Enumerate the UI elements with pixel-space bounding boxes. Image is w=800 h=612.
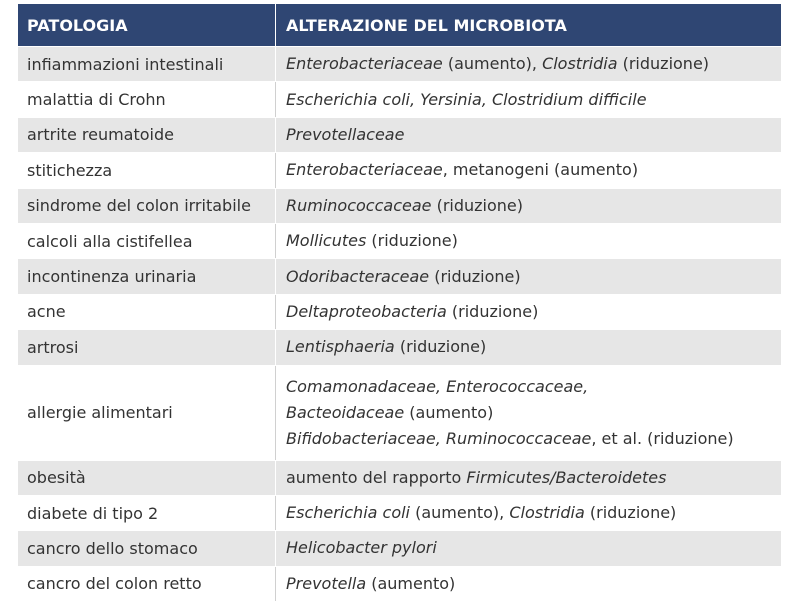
taxon-name: Enterobacteriaceae (286, 160, 443, 180)
taxon-name: Helicobacter pylori (286, 538, 437, 558)
pathology-cell: stitichezza (18, 153, 276, 187)
table-row (18, 294, 781, 329)
taxon-name: Mollicutes (286, 231, 367, 251)
table-row (18, 46, 781, 81)
alteration-line (286, 465, 781, 491)
note-text: (riduzione) (431, 195, 524, 215)
pathology-cell: sindrome del colon irritabile (18, 189, 276, 223)
table-row (18, 495, 781, 530)
pathology-cell: allergie alimentari (18, 366, 276, 460)
taxon-name: Bacteoidaceae (286, 402, 405, 422)
note-text: (riduzione) (446, 301, 539, 321)
taxon-name: Enterobacteriaceae (286, 54, 443, 74)
table-row (18, 460, 781, 495)
alteration-line (286, 374, 781, 400)
taxon-name: Prevotellaceae (286, 124, 405, 144)
pathology-cell: cancro del colon retto (18, 567, 276, 601)
alteration-line (286, 400, 781, 426)
pathology-cell: diabete di tipo 2 (18, 496, 276, 530)
taxon-name: Clostridia (542, 54, 618, 74)
alteration-line (286, 87, 781, 113)
pathology-cell: artrosi (18, 330, 276, 364)
alteration-line (286, 535, 781, 561)
pathology-cell: acne (18, 295, 276, 329)
table-row (18, 365, 781, 460)
alteration-cell (276, 496, 781, 530)
header-pathology: PATOLOGIA (18, 4, 276, 46)
alteration-cell (276, 189, 781, 223)
microbiota-table (18, 4, 781, 601)
alteration-cell (276, 366, 781, 460)
alteration-cell (276, 118, 781, 152)
alteration-line (286, 51, 781, 77)
note-text: (riduzione) (394, 337, 487, 357)
note-text: (riduzione) (617, 54, 710, 74)
note-text: (aumento), (410, 503, 510, 523)
taxon-name: Lentisphaeria (286, 337, 395, 357)
alteration-cell (276, 224, 781, 258)
note-text: (aumento) (404, 402, 494, 422)
note-text: (aumento), (442, 54, 543, 74)
alteration-cell (276, 531, 781, 565)
alteration-line (286, 157, 781, 183)
taxon-name: Odoribacteraceae (286, 266, 430, 286)
alteration-line (286, 122, 781, 148)
note-text: (riduzione) (366, 231, 458, 251)
note-text: , metanogeni (aumento) (442, 160, 639, 180)
alteration-cell (276, 330, 781, 364)
alteration-line (286, 228, 781, 254)
note-text: , et al. (riduzione) (591, 428, 734, 448)
alteration-line (286, 193, 781, 219)
taxon-name: Prevotella (286, 573, 367, 593)
pathology-cell: calcoli alla cistifellea (18, 224, 276, 258)
alteration-line (286, 500, 781, 526)
table-row (18, 258, 781, 293)
table-row (18, 566, 781, 601)
pathology-cell: infiammazioni intestinali (18, 47, 276, 81)
header-microbiota-alteration: ALTERAZIONE DEL MICROBIOTA (286, 15, 567, 35)
taxon-name: Clostridia (509, 503, 585, 523)
alteration-line (286, 571, 781, 597)
pathology-cell: malattia di Crohn (18, 82, 276, 116)
alteration-line (286, 334, 781, 360)
table-row (18, 530, 781, 565)
table-body (18, 46, 781, 601)
alteration-cell (276, 259, 781, 293)
alteration-cell (276, 82, 781, 116)
table-row (18, 152, 781, 187)
pathology-cell: obesità (18, 461, 276, 495)
alteration-cell (276, 47, 781, 81)
alteration-cell (276, 295, 781, 329)
pathology-cell: artrite reumatoide (18, 118, 276, 152)
taxon-name: Deltaproteobacteria (286, 301, 447, 321)
table-row (18, 329, 781, 364)
taxon-name: Escherichia coli, Yersinia, Clostridium difficile (286, 89, 647, 109)
taxon-name: Comamonadaceae, Enterococcaceae, (286, 376, 589, 396)
taxon-name: Bifidobacteriaceae, Ruminococcaceae (286, 428, 592, 448)
note-text: aumento del rapporto (286, 467, 467, 487)
note-text: (aumento) (366, 573, 456, 593)
taxon-name: Escherichia coli (286, 503, 410, 523)
pathology-cell: cancro dello stomaco (18, 531, 276, 565)
alteration-line (286, 426, 781, 452)
table-row (18, 223, 781, 258)
taxon-name: Ruminococcaceae (286, 195, 432, 215)
alteration-line (286, 264, 781, 290)
alteration-cell (276, 461, 781, 495)
pathology-cell: incontinenza urinaria (18, 259, 276, 293)
table-header (18, 4, 781, 46)
alteration-cell (276, 153, 781, 187)
note-text: (riduzione) (429, 266, 521, 286)
table-row (18, 81, 781, 116)
alteration-cell (276, 567, 781, 601)
table-row (18, 188, 781, 223)
note-text: (riduzione) (584, 503, 677, 523)
alteration-line (286, 299, 781, 325)
taxon-name: Firmicutes/Bacteroidetes (466, 467, 667, 487)
table-row (18, 117, 781, 152)
